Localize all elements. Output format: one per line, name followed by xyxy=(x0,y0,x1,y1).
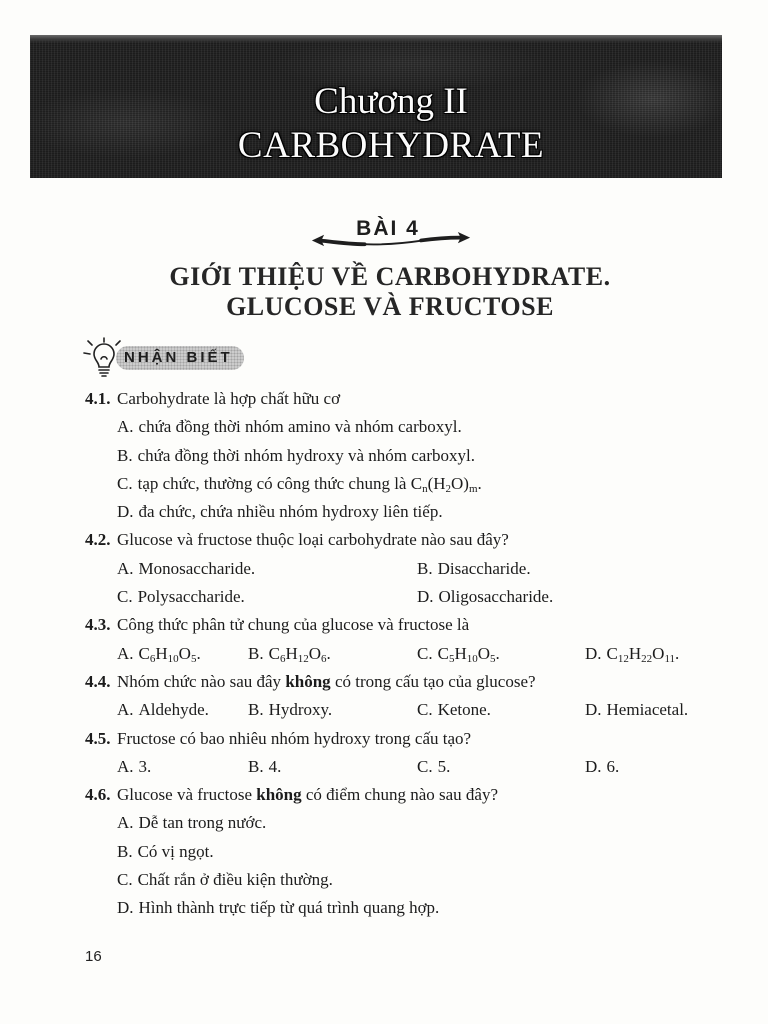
stem-text: Nhóm chức nào sau đây xyxy=(117,671,286,691)
formula-segment: O xyxy=(308,643,321,663)
option-label: C. xyxy=(117,870,133,890)
question-stem xyxy=(117,725,471,753)
option-label: B. xyxy=(248,700,264,720)
question-4-1 xyxy=(0,385,768,526)
formula-subscript: 22 xyxy=(641,652,653,665)
option-c xyxy=(417,640,500,668)
option-a xyxy=(117,809,266,837)
formula-subscript: 2 xyxy=(445,482,452,495)
formula-subscript: 6 xyxy=(149,652,156,665)
option-d xyxy=(585,753,619,781)
option-label: C. xyxy=(417,643,433,663)
formula-subscript: m xyxy=(468,482,478,495)
lesson-title-line-1: GIỚI THIỆU VỀ CARBOHYDRATE. xyxy=(169,262,611,291)
question-stem-row xyxy=(0,526,768,554)
question-number: 4.2. xyxy=(85,530,111,550)
option-text: Oligosaccharide. xyxy=(438,587,554,607)
formula-segment: C xyxy=(138,643,150,663)
option-text: Hình thành trực tiếp từ quá trình quang hợp. xyxy=(138,898,440,918)
option-text: đa chức, chứa nhiều nhóm hydroxy liên tiếp. xyxy=(138,502,443,522)
stem-text: Glucose và fructose thuộc loại carbohydrate nào sau đây? xyxy=(117,530,509,550)
option-label: A. xyxy=(117,643,134,663)
formula-segment: (H xyxy=(427,473,446,493)
formula-segment: H xyxy=(155,643,168,663)
option-row xyxy=(0,753,768,781)
stem-text: Fructose có bao nhiêu nhóm hydroxy trong cấu tạo? xyxy=(117,728,472,748)
question-stem-row xyxy=(0,781,768,809)
formula-segment: tạp chức, thường có công thức chung là C xyxy=(137,473,423,493)
lesson-swoosh-ornament xyxy=(310,231,472,248)
formula-segment: H xyxy=(454,643,467,663)
option-b xyxy=(417,555,531,583)
formula-segment: . xyxy=(196,643,201,663)
question-stem-row xyxy=(0,385,768,413)
option-text: chứa đồng thời nhóm amino và nhóm carboxyl. xyxy=(138,417,462,437)
stem-text: có trong cấu tạo của glucose? xyxy=(330,671,536,691)
question-stem xyxy=(117,668,536,696)
option-label: B. xyxy=(117,841,133,861)
question-stem-row xyxy=(0,668,768,696)
section-badge-label: NHẬN BIẾT xyxy=(124,349,233,366)
option-label: B. xyxy=(248,643,264,663)
formula-subscript: 11 xyxy=(664,652,676,665)
stem-text: có điểm chung nào sau đây? xyxy=(301,785,499,805)
option-text: Dễ tan trong nước. xyxy=(138,813,267,833)
option-text: 4. xyxy=(268,756,282,776)
option-label: A. xyxy=(117,417,134,437)
option-text: 3. xyxy=(138,756,152,776)
option-label: D. xyxy=(585,643,602,663)
option-text: chứa đồng thời nhóm hydroxy và nhóm carboxyl. xyxy=(137,445,475,465)
formula-segment: H xyxy=(628,643,642,663)
option-b xyxy=(248,696,332,724)
stem-text: Carbohydrate là hợp chất hữu cơ xyxy=(117,389,341,408)
option-d xyxy=(585,640,679,668)
option-label: C. xyxy=(417,700,433,720)
option-row xyxy=(0,498,768,526)
formula-segment: . xyxy=(495,643,500,663)
option-d xyxy=(417,583,553,611)
formula-segment: . xyxy=(675,643,680,663)
option-text: Disaccharide. xyxy=(437,558,531,578)
option-text: 5. xyxy=(437,756,451,776)
option-row xyxy=(0,470,768,498)
option-text: Monosaccharide. xyxy=(138,558,256,578)
option-text: Hemiacetal. xyxy=(606,700,689,720)
option-label: C. xyxy=(117,473,133,493)
formula-subscript: 5 xyxy=(190,652,197,665)
option-row xyxy=(0,894,768,922)
question-number: 4.6. xyxy=(85,785,111,805)
formula-subscript: 5 xyxy=(448,652,455,665)
option-label: B. xyxy=(117,445,133,465)
question-4-3 xyxy=(0,611,768,668)
option-text: Hydroxy. xyxy=(268,700,333,720)
question-stem xyxy=(117,526,509,554)
option-row xyxy=(0,583,768,611)
formula-subscript: 5 xyxy=(490,652,496,665)
formula-segment: . xyxy=(326,643,331,663)
option-text: Chất rắn ở điều kiện thường. xyxy=(137,870,333,890)
formula-segment: H xyxy=(285,643,298,663)
formula-subscript: 10 xyxy=(167,652,179,665)
stem-text: Công thức phân tử chung của glucose và fructose là xyxy=(117,615,470,635)
question-4-5 xyxy=(0,725,768,782)
option-b xyxy=(117,838,214,866)
stem-emphasis: không xyxy=(256,785,302,805)
option-text xyxy=(138,474,482,493)
option-formula xyxy=(607,644,680,663)
option-label: A. xyxy=(117,813,134,833)
option-row xyxy=(0,413,768,441)
formula-segment: O xyxy=(178,643,191,663)
option-label: C. xyxy=(117,587,133,607)
question-list xyxy=(0,385,768,923)
chapter-banner xyxy=(30,35,722,178)
page-number: 16 xyxy=(85,948,102,965)
option-c xyxy=(417,753,450,781)
option-label: B. xyxy=(248,756,264,776)
formula-segment: O xyxy=(477,643,490,663)
question-number: 4.5. xyxy=(85,728,111,748)
option-a xyxy=(117,696,209,724)
option-formula xyxy=(269,644,331,663)
option-formula xyxy=(438,644,500,663)
formula-segment: O) xyxy=(451,473,469,493)
lightbulb-icon xyxy=(82,337,126,381)
option-c xyxy=(117,583,245,611)
formula-subscript: 6 xyxy=(279,652,286,665)
question-number: 4.3. xyxy=(85,615,111,635)
question-stem xyxy=(117,611,469,639)
option-label: C. xyxy=(417,756,433,776)
option-c xyxy=(117,866,333,894)
formula-subscript: 12 xyxy=(297,652,309,665)
option-label: D. xyxy=(585,700,602,720)
option-b xyxy=(248,640,331,668)
stem-emphasis: không xyxy=(285,671,331,691)
option-b xyxy=(248,753,281,781)
section-badge xyxy=(116,346,244,370)
option-c xyxy=(417,696,491,724)
chapter-label: Chương II xyxy=(314,81,468,122)
option-d xyxy=(585,696,688,724)
option-label: A. xyxy=(117,756,134,776)
question-number: 4.4. xyxy=(85,671,111,691)
option-label: D. xyxy=(117,502,134,522)
option-text: 6. xyxy=(606,756,620,776)
formula-subscript: 6 xyxy=(321,652,327,665)
option-row xyxy=(0,866,768,894)
option-text: Có vị ngọt. xyxy=(137,841,214,861)
option-label: D. xyxy=(585,756,602,776)
formula-segment: C xyxy=(268,643,280,663)
option-row xyxy=(0,640,768,668)
option-d xyxy=(117,498,443,526)
question-stem xyxy=(117,385,340,413)
question-number: 4.1. xyxy=(85,389,111,408)
option-label: D. xyxy=(417,587,434,607)
option-c xyxy=(117,470,482,498)
question-4-4 xyxy=(0,668,768,725)
option-label: B. xyxy=(417,558,433,578)
option-row xyxy=(0,809,768,837)
question-stem xyxy=(117,781,498,809)
lesson-title-line-2: GLUCOSE VÀ FRUCTOSE xyxy=(226,292,554,321)
option-row xyxy=(0,696,768,724)
option-row xyxy=(0,442,768,470)
option-a xyxy=(117,753,151,781)
option-row xyxy=(0,555,768,583)
formula-segment: . xyxy=(477,473,482,493)
option-label: A. xyxy=(117,700,134,720)
option-d xyxy=(117,894,439,922)
formula-subscript: n xyxy=(422,482,428,495)
stem-text: Glucose và fructose xyxy=(117,785,257,805)
question-4-6 xyxy=(0,781,768,922)
option-row xyxy=(0,838,768,866)
option-a xyxy=(117,413,462,441)
option-b xyxy=(117,442,475,470)
question-stem-row xyxy=(0,725,768,753)
option-label: D. xyxy=(117,898,134,918)
option-text: Aldehyde. xyxy=(138,700,209,720)
question-stem-row xyxy=(0,611,768,639)
option-label: A. xyxy=(117,558,134,578)
chapter-title: CARBOHYDRATE xyxy=(237,125,545,166)
question-4-2 xyxy=(0,526,768,611)
formula-segment: C xyxy=(606,643,618,663)
option-text: Polysaccharide. xyxy=(137,587,245,607)
option-a xyxy=(117,640,201,668)
option-text: Ketone. xyxy=(437,700,491,720)
option-formula xyxy=(139,644,201,663)
formula-subscript: 10 xyxy=(466,652,478,665)
option-a xyxy=(117,555,255,583)
formula-segment: C xyxy=(437,643,449,663)
lesson-label: BÀI 4 xyxy=(356,217,420,240)
formula-segment: O xyxy=(652,643,665,663)
formula-subscript: 12 xyxy=(617,652,629,665)
